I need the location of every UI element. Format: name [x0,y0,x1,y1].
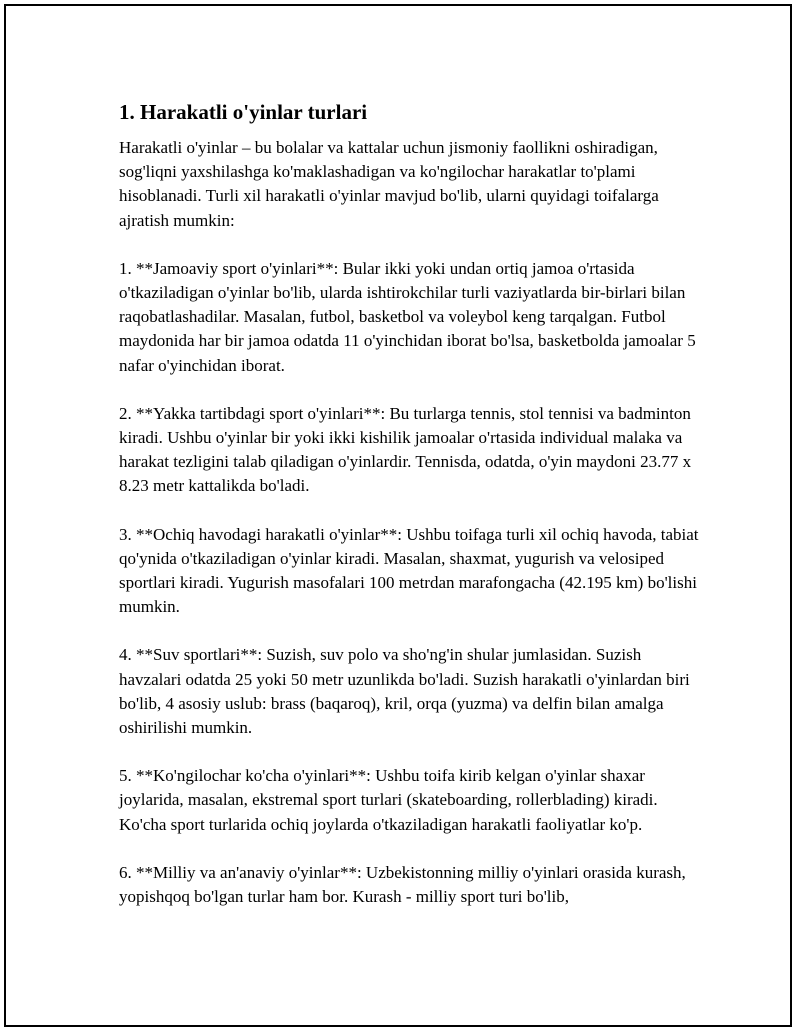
paragraph-street-games: 5. **Ko'ngilochar ko'cha o'yinlari**: Ushbu toifa kirib kelgan o'yinlar shaxar joylarida, masalan, ekstremal sport turlari (skateboarding, rollerblading) kiradi. Ko'cha sport turlarida ochiq joylarda o'tkaziladigan harakatli faoliyatlar ko'p. [119,766,658,834]
paragraph-team-sports: 1. **Jamoaviy sport o'yinlari**: Bular ikki yoki undan ortiq jamoa o'rtasida o'tkaziladigan o'yinlar bo'lib, ularda ishtirokchilar turli vaziyatlarda bir-birlari bilan raqobatlashadilar. Masalan, futbol, basketbol va voleybol keng tarqalgan. Futbol maydonida har bir jamoa odatda 11 o'yinchidan iborat bo'lsa, basketbolda jamoalar 5 nafar o'yinchidan iborat. [119,258,696,375]
intro-paragraph: Harakatli o'yinlar – bu bolalar va kattalar uchun jismoniy faollikni oshiradigan, sog'liqni yaxshilashga ko'maklashadigan va ko'ngilochar harakatlar to'plami hisoblanadi. Turli xil harakatli o'yinlar mavjud bo'lib, ularni quyidagi toifalarga ajratish mumkin: [119,138,659,230]
paragraph-outdoor-games: 3. **Ochiq havodagi harakatli o'yinlar**: Ushbu toifaga turli xil ochiq havoda, tabiat qo'ynida o'tkaziladigan o'yinlar kiradi. Masalan, shaxmat, yugurish va velosiped sportlari kiradi. Yugurish masofalari 100 metrdan marafongacha (42.195 km) bo'lishi mumkin. [119,524,699,617]
page-frame [4,4,792,1027]
paragraph-national-games: 6. **Milliy va an'anaviy o'yinlar**: Uzbekistonning milliy o'yinlari orasida kurash, yopishqoq bo'lgan turlar ham bor. Kurash - milliy sport turi bo'lib, [119,862,686,907]
document-title: 1. Harakatli o'yinlar turlari [119,100,368,124]
paragraph-individual-sports: 2. **Yakka tartibdagi sport o'yinlari**: Bu turlarga tennis, stol tennisi va badminton kiradi. Ushbu o'yinlar bir yoki ikki kishilik jamoalar o'rtasida individual malaka va harakat tezligini talab qiladigan o'yinlardir. Tennisda, odatda, o'yin maydoni 23.77 x 8.23 metr kattalikda bo'ladi. [119,403,692,496]
paragraph-water-sports: 4. **Suv sportlari**: Suzish, suv polo va sho'ng'in shular jumlasidan. Suzish havzalari odatda 25 yoki 50 metr uzunlikda bo'ladi. Suzish harakatli o'yinlardan biri bo'lib, 4 asosiy uslub: brass (baqaroq), kril, orqa (yuzma) va delfin bilan amalga oshirilishi mumkin. [119,645,690,738]
document-body [119,98,699,933]
